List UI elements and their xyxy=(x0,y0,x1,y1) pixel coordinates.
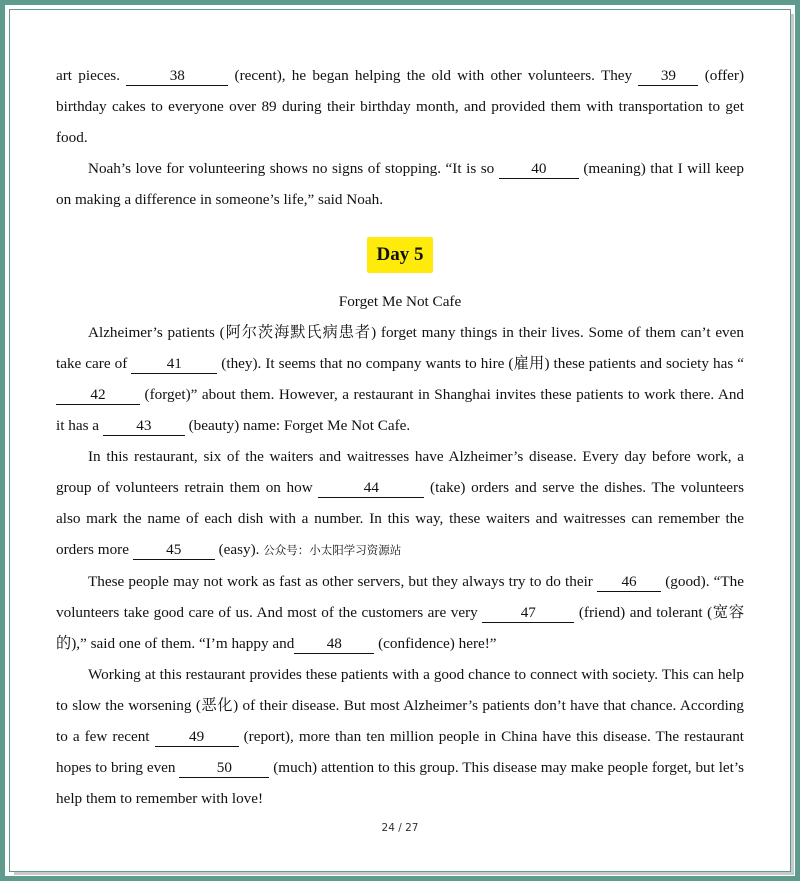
blank-43[interactable]: 43 xyxy=(103,417,185,436)
blank-50[interactable]: 50 xyxy=(179,759,269,778)
day-label: Day 5 xyxy=(367,237,434,273)
blank-46[interactable]: 46 xyxy=(597,573,661,592)
blank-38[interactable]: 38 xyxy=(126,67,228,86)
blank-44[interactable]: 44 xyxy=(318,479,424,498)
blank-49[interactable]: 49 xyxy=(155,728,239,747)
text: (beauty) name: Forget Me Not Cafe. xyxy=(188,417,411,434)
text: In this restaurant, six of the waiters and waitresses have Alzheimer’s disease. Every day before work, a group of volunteers retrain them on how xyxy=(56,448,744,496)
text: (recent), he began helping the old with other volunteers. They xyxy=(234,67,633,84)
text: Noah’s love for volunteering shows no signs of stopping. “It is so xyxy=(88,160,495,177)
page-number: 24 / 27 xyxy=(381,822,419,834)
text: Working at this restaurant provides these patients with a good chance to connect with society. This can help to slow the worsening (恶化) of their disease. But most Alzheimer’s patients don’t have that chance. According to a few recent xyxy=(56,666,744,745)
text: (friend) and tolerant (宽容的),” said one of them. “I’m happy and xyxy=(56,604,745,652)
blank-45[interactable]: 45 xyxy=(133,541,215,560)
blank-39[interactable]: 39 xyxy=(638,67,698,86)
text: art pieces. xyxy=(56,67,121,84)
day-heading xyxy=(56,237,744,287)
paragraph-3 xyxy=(56,566,744,659)
blank-47[interactable]: 47 xyxy=(482,604,574,623)
blank-40[interactable]: 40 xyxy=(499,160,579,179)
document-content xyxy=(56,60,744,814)
blank-48[interactable]: 48 xyxy=(294,635,374,654)
paragraph-2 xyxy=(56,441,744,566)
paragraph-4 xyxy=(56,659,744,814)
text: Alzheimer’s patients (阿尔茨海默氏病患者) forget many things in their lives. Some of them can’t even take care of xyxy=(56,324,744,372)
paragraph-noah-2 xyxy=(56,153,744,215)
text: (confidence) here!” xyxy=(378,635,497,652)
text: (they). It seems that no company wants to hire (雇用) these patients and society has “ xyxy=(221,355,744,372)
text: (offer) birthday cakes to everyone over 89 during their birthday month, and provided them with transportation to get food. xyxy=(56,67,745,146)
frame-shadow-bottom xyxy=(14,872,794,875)
paragraph-noah-1 xyxy=(56,60,744,153)
text: (easy). xyxy=(218,541,260,558)
blank-42[interactable]: 42 xyxy=(56,386,140,405)
text: (much) attention to this group. This disease may make people forget, but let’s help them to remember with love! xyxy=(56,759,745,807)
paragraph-1 xyxy=(56,317,744,441)
article-title: Forget Me Not Cafe xyxy=(338,293,462,310)
frame-shadow-right xyxy=(791,14,794,875)
watermark-note: 公众号：小太阳学习资源站 xyxy=(263,543,402,557)
text: (meaning) that I will keep on making a difference in someone’s life,” said Noah. xyxy=(56,160,744,208)
text: (good). “The volunteers take good care of us. And most of the customers are very xyxy=(56,573,745,621)
text: (forget)” about them. However, a restaurant in Shanghai invites these patients to work there. And it has a xyxy=(56,386,745,434)
blank-41[interactable]: 41 xyxy=(131,355,217,374)
text: (take) orders and serve the dishes. The volunteers also mark the name of each dish with a number. In this way, these waiters and waitresses can remember the orders more xyxy=(56,479,744,558)
text: These people may not work as fast as other servers, but they always try to do their xyxy=(88,573,593,590)
text: (report), more than ten million people in China have this disease. The restaurant hopes to bring even xyxy=(56,728,745,776)
